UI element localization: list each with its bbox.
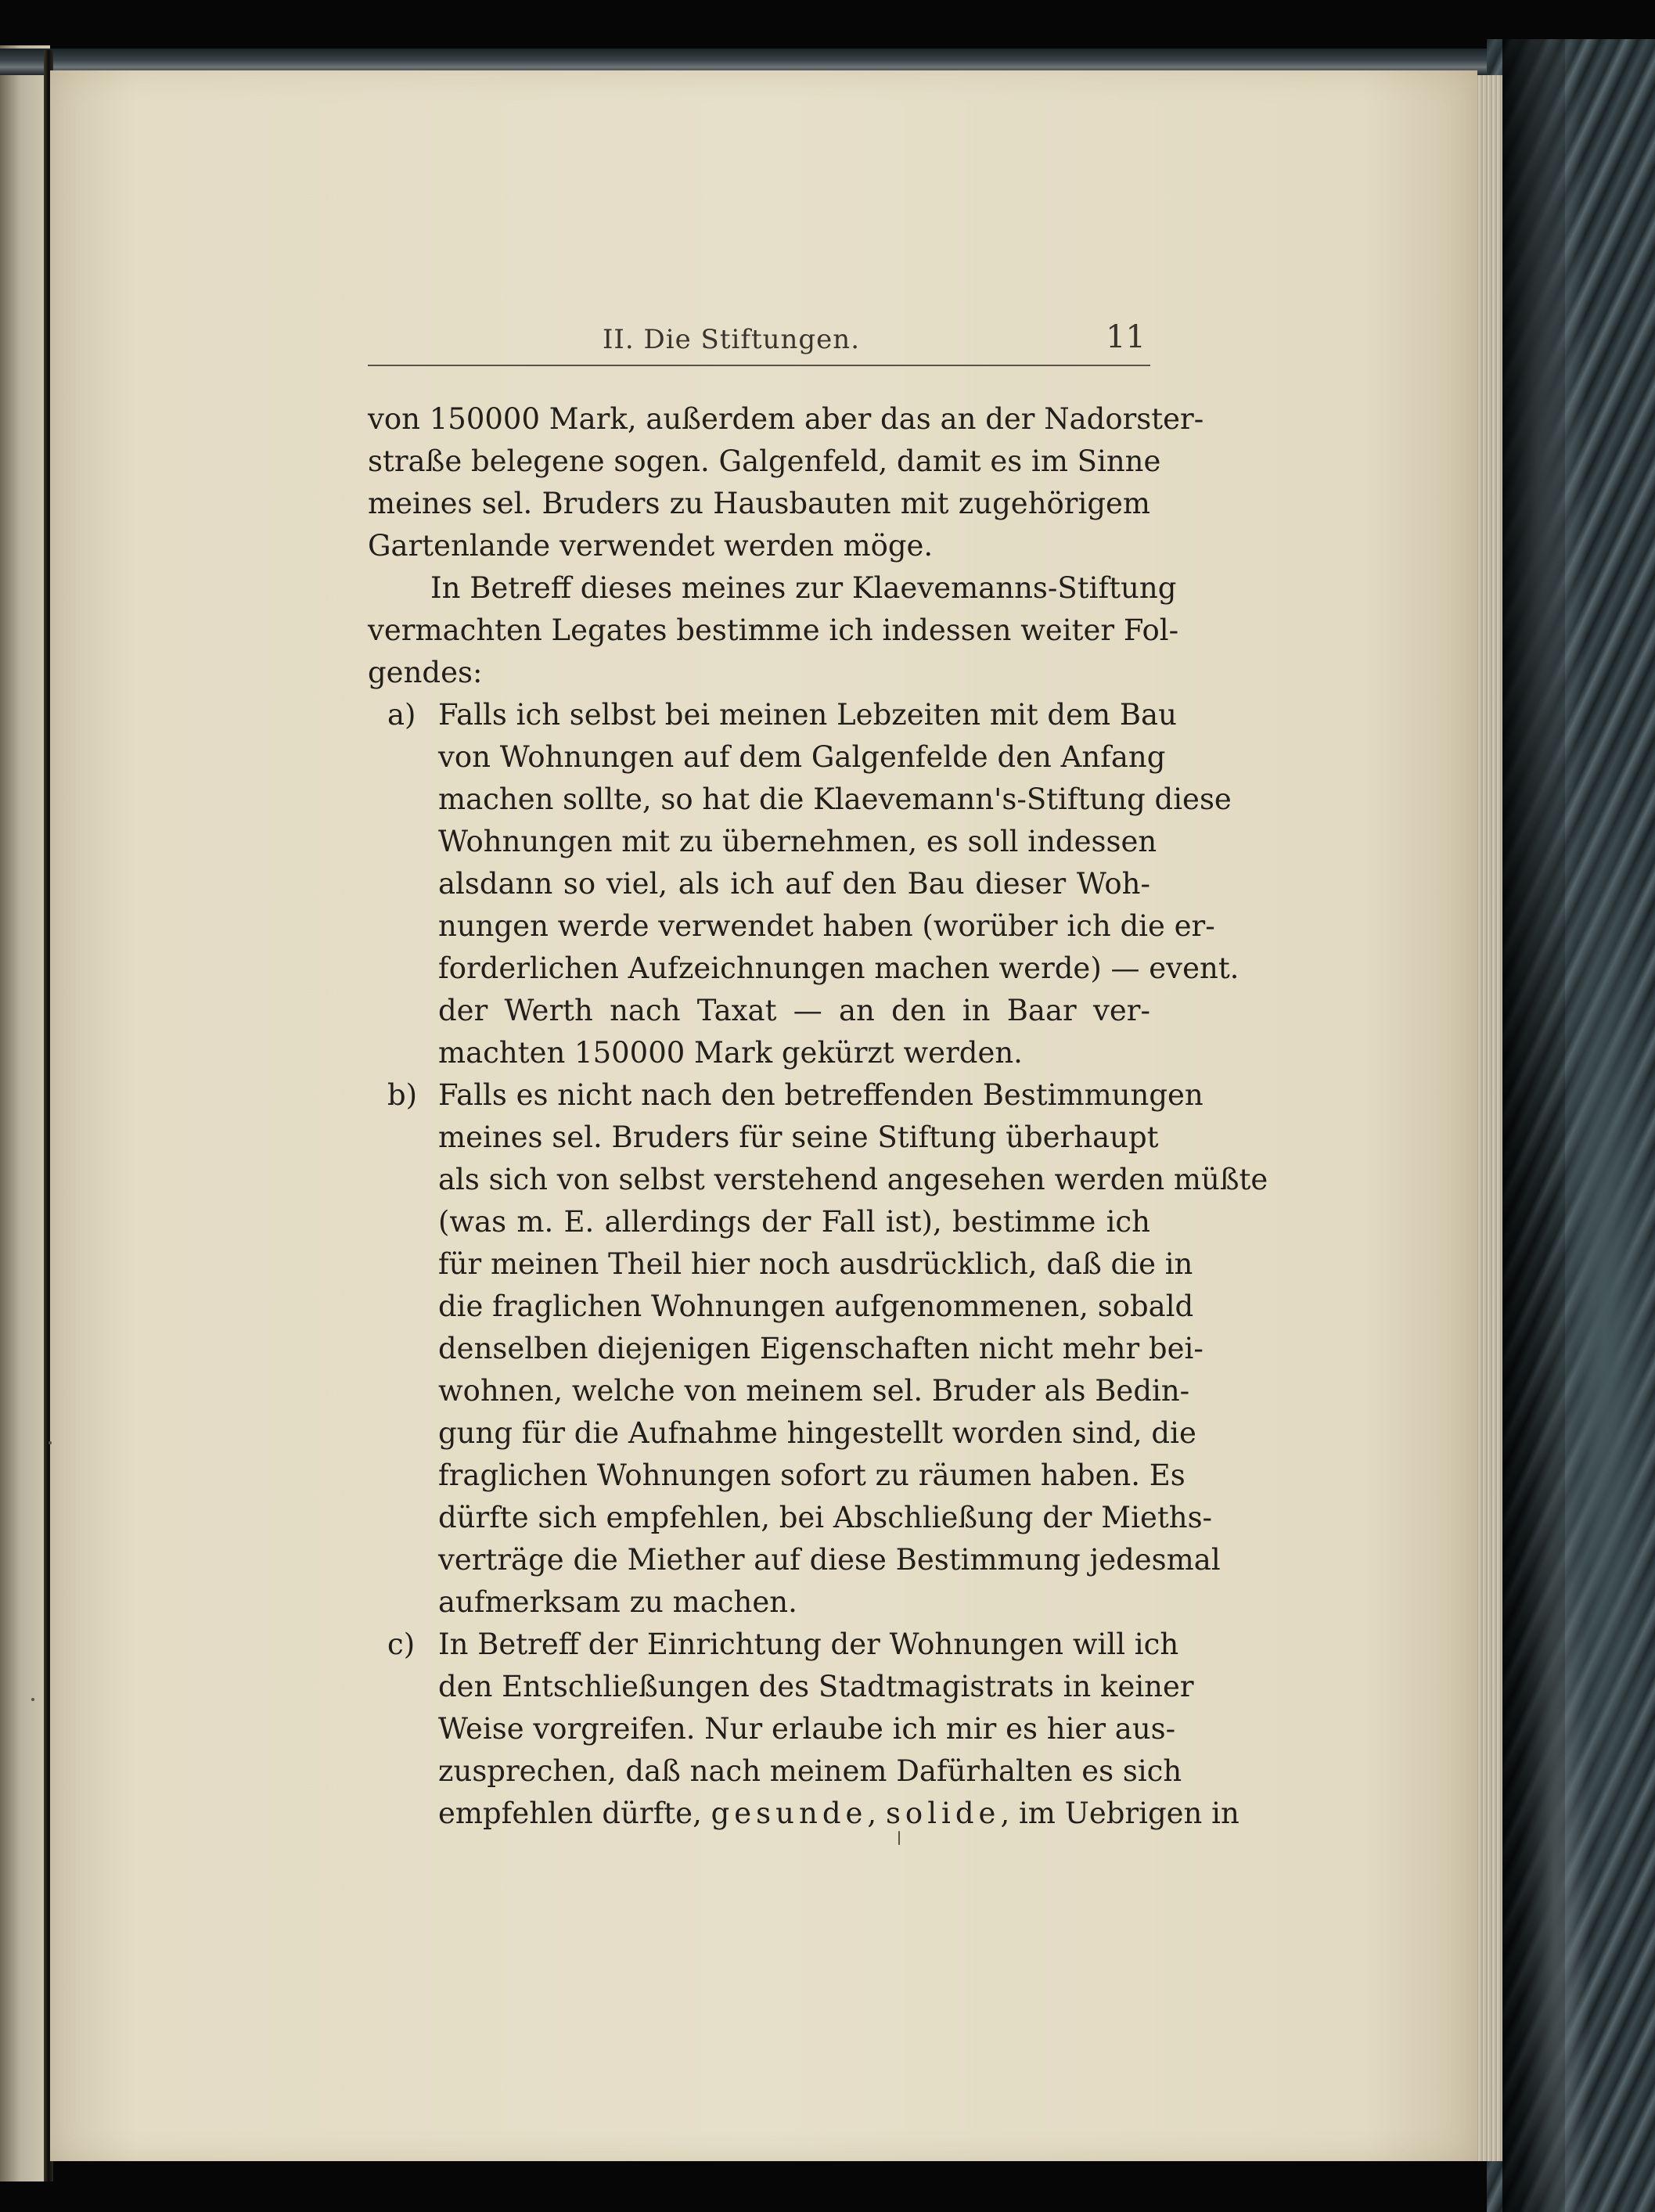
paper-speck	[49, 1441, 52, 1444]
cover-shadow	[1502, 39, 1565, 2212]
text-line: für meinen Theil hier noch ausdrücklich, daß die in	[438, 1247, 1193, 1281]
emphasized-word: gesunde	[711, 1797, 868, 1830]
text-run: empfehlen dürfte,	[438, 1797, 711, 1830]
text-line: gung für die Aufnahme hingestellt worden sind, die	[438, 1416, 1196, 1450]
text-line: Falls ich selbst bei meinen Lebzeiten mit dem Bau	[438, 698, 1177, 732]
text-line: fraglichen Wohnungen sofort zu räumen haben. Es	[438, 1458, 1185, 1492]
text-line: von Wohnungen auf dem Galgenfelde den Anfang	[438, 740, 1166, 774]
list-marker: a)	[387, 698, 416, 732]
text-line: (was m. E. allerdings der Fall ist), bestimme ich	[438, 1205, 1150, 1239]
text-line: machten 150000 Mark gekürzt werden.	[438, 1036, 1023, 1070]
list-marker: b)	[387, 1078, 418, 1112]
facing-page-edge	[0, 45, 50, 2181]
text-line: verträge die Miether auf diese Bestimmung jedesmal	[438, 1543, 1221, 1577]
text-line: In Betreff dieses meines zur Klaevemanns-Stiftung	[430, 571, 1177, 605]
text-line: denselben diejenigen Eigenschaften nicht mehr bei-	[438, 1332, 1203, 1365]
text-line: aufmerksam zu machen.	[438, 1585, 797, 1619]
paper-speck	[898, 1831, 900, 1845]
text-line: machen sollte, so hat die Klaevemann's-Stiftung diese	[438, 782, 1232, 816]
text-line-last	[438, 1793, 1239, 1834]
text-line: der Werth nach Taxat — an den in Baar ver-	[438, 994, 1150, 1027]
text-line: gendes:	[368, 656, 483, 689]
text-line: vermachten Legates bestimme ich indessen weiter Fol-	[368, 613, 1179, 647]
text-line: dürfte sich empfehlen, bei Abschließung der Mieths-	[438, 1501, 1213, 1534]
header-rule	[368, 365, 1150, 366]
text-line: Wohnungen mit zu übernehmen, es soll indessen	[438, 825, 1157, 858]
text-line: In Betreff der Einrichtung der Wohnungen will ich	[438, 1628, 1179, 1661]
text-line: Gartenlande verwendet werden möge.	[368, 529, 934, 563]
text-line: straße belegene sogen. Galgenfeld, damit es im Sinne	[368, 444, 1161, 478]
text-line: wohnen, welche von meinem sel. Bruder als Bedin-	[438, 1374, 1190, 1408]
list-marker: c)	[387, 1628, 416, 1661]
page-number: 11	[1106, 319, 1146, 355]
text-line: alsdann so viel, als ich auf den Bau dieser Woh-	[438, 867, 1150, 901]
text-line: die fraglichen Wohnungen aufgenommenen, sobald	[438, 1289, 1194, 1323]
text-run: ,	[867, 1797, 886, 1830]
text-line: meines sel. Bruders für seine Stiftung überhaupt	[438, 1120, 1159, 1154]
text-line: zusprechen, daß nach meinem Dafürhalten es sich	[438, 1754, 1182, 1788]
text-line: Weise vorgreifen. Nur erlaube ich mir es hier aus-	[438, 1712, 1176, 1746]
page-header	[368, 319, 1150, 365]
text-line: Falls es nicht nach den betreffenden Bestimmungen	[438, 1078, 1203, 1112]
book-page	[50, 70, 1477, 2161]
running-head: II. Die Stiftungen.	[603, 324, 861, 355]
text-line: nungen werde verwendet haben (worüber ich die er-	[438, 909, 1215, 943]
text-run: , im Uebrigen in	[1000, 1797, 1239, 1830]
text-line: forderlichen Aufzeichnungen machen werde) — event.	[438, 951, 1239, 985]
paper-speck	[31, 1698, 34, 1701]
text-line: meines sel. Bruders zu Hausbauten mit zugehörigem	[368, 487, 1150, 520]
text-line: von 150000 Mark, außerdem aber das an der Nadorster-	[368, 402, 1204, 436]
text-line: als sich von selbst verstehend angesehen werden müßte	[438, 1163, 1268, 1196]
text-line: den Entschließungen des Stadtmagistrats in keiner	[438, 1670, 1194, 1703]
emphasized-word: solide	[885, 1797, 1001, 1830]
